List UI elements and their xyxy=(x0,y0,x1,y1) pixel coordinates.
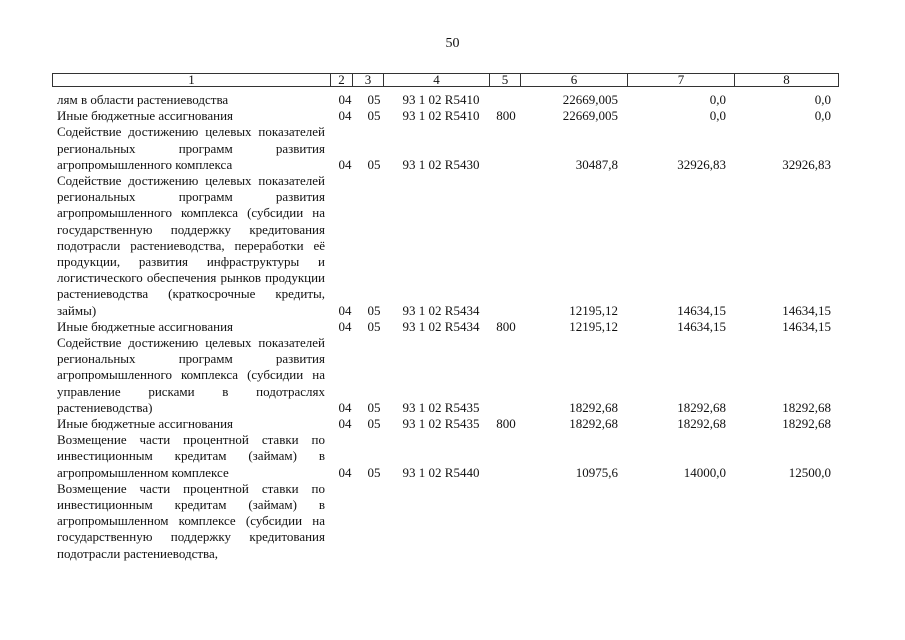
header-col-2: 2 xyxy=(331,74,353,86)
header-col-1: 1 xyxy=(53,74,331,86)
table-row xyxy=(57,416,847,432)
cell-csr: 93 1 02 R5440 xyxy=(402,464,480,480)
cell-amount-6: 22669,005 xyxy=(562,92,618,108)
cell-amount-8: 18292,68 xyxy=(782,416,831,432)
cell-pr: 05 xyxy=(367,156,381,172)
cell-rz: 04 xyxy=(338,156,352,172)
cell-amount-7 xyxy=(632,546,726,562)
cell-amount-8: 14634,15 xyxy=(782,302,831,318)
header-col-8: 8 xyxy=(783,72,790,87)
cell-csr: 93 1 02 R5430 xyxy=(402,156,480,172)
cell-amount-6 xyxy=(527,546,618,562)
row-description: Иные бюджетные ассигнования xyxy=(57,416,234,432)
cell-amount-6: 10975,6 xyxy=(575,464,618,480)
cell-pr: 05 xyxy=(367,92,381,108)
cell-amount-8: 12500,0 xyxy=(788,464,831,480)
page-number: 50 xyxy=(445,36,460,51)
table-row xyxy=(57,432,847,481)
row-description: Содействие достижению целевых показателей региональных программ развития агропромышленного комплекса (субсидии на управление рисками в подотраслях растениеводства) xyxy=(57,335,325,415)
cell-amount-8: 14634,15 xyxy=(782,318,831,334)
cell-vr xyxy=(491,546,521,562)
cell-amount-7: 18292,68 xyxy=(677,416,726,432)
cell-pr xyxy=(363,546,385,562)
cell-vr xyxy=(491,465,521,481)
cell-amount-6: 30487,8 xyxy=(575,156,618,172)
cell-rz: 04 xyxy=(338,399,352,415)
cell-vr: 800 xyxy=(496,318,516,334)
table-row xyxy=(57,92,847,108)
row-description: Возмещение части процентной ставки по инвестиционным кредитам (займам) в агропромышленном комплексе xyxy=(57,432,325,480)
cell-amount-7: 14634,15 xyxy=(677,318,726,334)
row-description: Иные бюджетные ассигнования xyxy=(57,108,234,124)
cell-csr: 93 1 02 R5410 xyxy=(402,108,480,124)
cell-csr: 93 1 02 R5434 xyxy=(402,318,480,334)
cell-csr: 93 1 02 R5434 xyxy=(402,302,480,318)
cell-amount-6: 18292,68 xyxy=(569,416,618,432)
cell-amount-7: 0,0 xyxy=(709,92,726,108)
table-body xyxy=(57,92,847,562)
cell-vr xyxy=(491,92,521,108)
table-row xyxy=(57,108,847,124)
row-description: лям в области растениеводства xyxy=(57,92,229,107)
table-row xyxy=(57,173,847,319)
cell-amount-7: 32926,83 xyxy=(677,156,726,172)
cell-amount-8 xyxy=(737,546,831,562)
row-description: Возмещение части процентной ставки по инвестиционным кредитам (займам) в агропромышленном комплексе (субсидии на государственную поддержку кредитования подотрасли растениеводства, xyxy=(57,480,325,561)
cell-rz: 04 xyxy=(338,416,352,432)
cell-rz: 04 xyxy=(338,464,352,480)
cell-vr: 800 xyxy=(496,416,516,432)
header-col-5: 5 xyxy=(490,74,521,86)
cell-csr: 93 1 02 R5435 xyxy=(402,399,480,415)
table-row xyxy=(57,124,847,173)
cell-vr xyxy=(491,303,521,319)
cell-vr xyxy=(491,157,521,173)
cell-amount-8: 0,0 xyxy=(814,108,831,124)
cell-pr: 05 xyxy=(367,416,381,432)
cell-amount-7: 0,0 xyxy=(709,108,726,124)
header-col-3: 3 xyxy=(353,74,384,86)
cell-csr: 93 1 02 R5410 xyxy=(402,92,480,108)
header-col-6: 6 xyxy=(521,74,628,86)
cell-amount-8: 0,0 xyxy=(814,92,831,108)
cell-amount-6: 12195,12 xyxy=(569,302,618,318)
cell-pr: 05 xyxy=(367,302,381,318)
cell-amount-7: 14000,0 xyxy=(683,464,726,480)
cell-rz: 04 xyxy=(338,318,352,334)
cell-rz: 04 xyxy=(338,108,352,124)
cell-rz xyxy=(334,546,356,562)
table-header xyxy=(52,73,839,87)
row-description: Содействие достижению целевых показателей региональных программ развития агропромышленного комплекса (субсидии на государственную поддержку кредитования подотрасли растениеводства, переработки её продукции, развития инфраструктуры и логистического обеспечения рынков продукции растениеводства (краткосрочные кредиты, займы) xyxy=(57,173,325,318)
cell-amount-6: 12195,12 xyxy=(569,318,618,334)
cell-amount-8: 18292,68 xyxy=(782,399,831,415)
cell-pr: 05 xyxy=(367,464,381,480)
header-col-4: 4 xyxy=(384,74,490,86)
cell-csr: 93 1 02 R5435 xyxy=(402,416,480,432)
cell-amount-7: 14634,15 xyxy=(677,302,726,318)
cell-amount-8: 32926,83 xyxy=(782,156,831,172)
cell-pr: 05 xyxy=(367,108,381,124)
cell-amount-6: 18292,68 xyxy=(569,399,618,415)
header-col-7: 7 xyxy=(628,74,735,86)
cell-pr: 05 xyxy=(367,318,381,334)
cell-rz: 04 xyxy=(338,92,352,108)
table-row xyxy=(57,335,847,416)
cell-amount-6: 22669,005 xyxy=(562,108,618,124)
cell-vr xyxy=(491,400,521,416)
row-description: Содействие достижению целевых показателей региональных программ развития агропромышленного комплекса xyxy=(57,124,325,172)
cell-rz: 04 xyxy=(338,302,352,318)
cell-csr xyxy=(393,546,489,562)
row-description: Иные бюджетные ассигнования xyxy=(57,318,234,334)
cell-amount-7: 18292,68 xyxy=(677,399,726,415)
cell-pr: 05 xyxy=(367,399,381,415)
table-row xyxy=(57,481,847,562)
table-row xyxy=(57,319,847,335)
cell-vr: 800 xyxy=(496,108,516,124)
